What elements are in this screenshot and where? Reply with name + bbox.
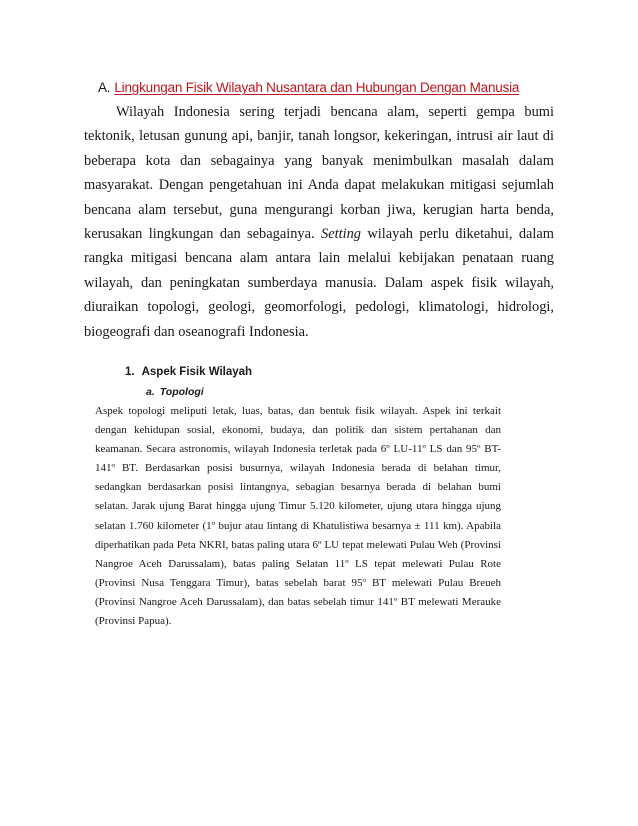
subsubsection-title: Topologi: [159, 386, 204, 398]
intro-text-after: wilayah perlu diketahui, dalam rangka mitigasi bencana alam antara lain melalui kebijakan penataan ruang wilayah, dan peningkatan sumberdaya manusia. Dalam aspek fisik wilayah, diuraikan topologi, geologi, geomorfologi, pedologi, klimatologi, hidrologi, biogeografi dan oseanografi Indonesia.: [84, 226, 554, 340]
subsubsection-letter: a.: [146, 386, 155, 398]
section-heading: [98, 80, 558, 95]
section-title: Lingkungan Fisik Wilayah Nusantara dan Hubungan Dengan Manusia: [114, 80, 520, 95]
intro-paragraph: [84, 100, 554, 344]
subsection-number: 1.: [125, 366, 135, 378]
subsection-title: Aspek Fisik Wilayah: [141, 366, 253, 378]
subsection-heading: [125, 366, 252, 378]
topologi-paragraph: Aspek topologi meliputi letak, luas, batas, dan bentuk fisik wilayah. Aspek ini terkait dengan kehidupan sosial, ekonomi, budaya, dan politik dan sistem pertahanan dan keamanan. Secara astronomis, wilayah Indonesia terletak pada 6º LU-11º LS dan 95º BT-141º BT. Berdasarkan posisi busurnya, wilayah Indonesia berada di belahan timur, sedangkan berdasarkan posisi lintangnya, sebagian besarnya berada di belahan bumi selatan. Jarak ujung Barat hingga ujung Timur 5.120 kilometer, ujung utara hingga ujung selatan 1.760 kilometer (1º bujur atau lintang di Khatulistiwa besarnya ± 111 km). Apabila diperhatikan pada Peta NKRI, batas paling utara 6º LU tepat melewati Pulau Weh (Provinsi Nangroe Aceh Darussalam), batas paling Selatan 11º LS tepat melewati Pulau Rote (Provinsi Nusa Tenggara Timur), batas sebelah barat 95º BT melewati Pulau Breueh (Provinsi Nangroe Aceh Darussalam), dan batas sebelah timur 141º BT melewati Merauke (Provinsi Papua).: [95, 405, 501, 628]
subsubsection-heading: [146, 386, 204, 398]
intro-italic-term: Setting: [321, 226, 361, 243]
section-letter: A.: [98, 80, 111, 95]
intro-text-before: Wilayah Indonesia sering terjadi bencana alam, seperti gempa bumi tektonik, letusan gunung api, banjir, tanah longsor, kekeringan, intrusi air laut di beberapa kota dan sebagainya yang banyak menimbulkan masalah dalam masyarakat. Dengan pengetahuan ini Anda dapat melakukan mitigasi sejumlah bencana alam tersebut, guna mengurangi korban jiwa, kerugian harta benda, kerusakan lingkungan dan sebagainya.: [84, 104, 554, 243]
